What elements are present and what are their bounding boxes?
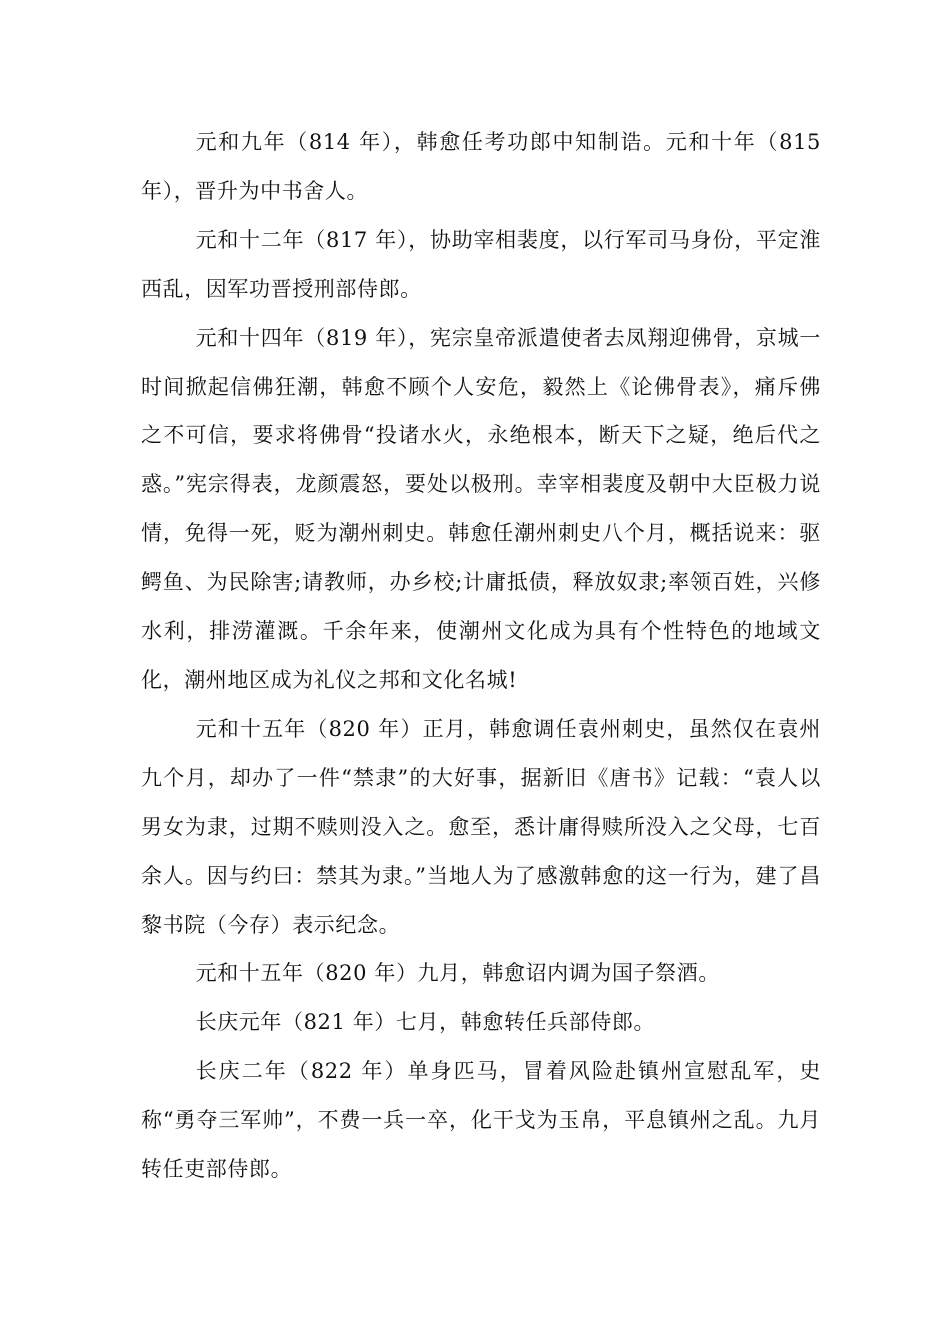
paragraph-line: 长庆二年（822 年）单身匹马，冒着风险赴镇州宣慰乱军，史称: [141, 1059, 821, 1133]
paragraph-line: 概括说来：驱鳄鱼、为民除害;请教师，办乡校;计庸抵债，释放奴隶;: [141, 521, 821, 595]
paragraph-line: 元和九年（814 年），韩愈任考功郎中知制诰。元和十年（815: [195, 130, 821, 154]
paragraph-line: 七百余人。因与约曰：禁其为隶。”当地人为了感激韩愈的这一行为，: [141, 814, 821, 888]
paragraph-line: 元和十四年（819 年），宪宗皇帝派遣使者去凤翔迎佛骨，京城: [195, 325, 800, 350]
paragraph-line: 人以男女为隶，过期不赎则没入之。愈至，悉计庸得赎所没入之父母，: [141, 765, 821, 839]
paragraph-817: [141, 216, 821, 314]
paragraph-line: 淮西乱，因军功晋授刑部侍郎。: [141, 227, 821, 301]
paragraph-line: 元和十五年（820 年）九月，韩愈诏内调为国子祭酒。: [195, 961, 720, 986]
paragraph-line: 性特色的地域文化，潮州地区成为礼仪之邦和文化名城!: [141, 619, 821, 692]
paragraph-line: 长庆元年（821 年）七月，韩愈转任兵部侍郎。: [195, 1010, 656, 1035]
paragraph-line: 年），晋升为中书舍人。: [141, 178, 369, 203]
paragraph-822: [141, 1047, 821, 1194]
paragraph-line: 一时间掀起信佛狂潮，韩愈不顾个人安危，毅然上《论佛骨表》，痛: [141, 325, 821, 399]
document-page: [141, 118, 821, 1194]
paragraph-820-guozijijiu: [141, 949, 821, 998]
paragraph-line: “勇夺三军帅”，不费一兵一卒，化干戈为玉帛，平息镇州之乱。九: [162, 1108, 800, 1133]
paragraph-814: [141, 118, 821, 216]
paragraph-line: 月转任吏部侍郎。: [141, 1108, 821, 1182]
paragraph-line: 元和十五年（820 年）正月，韩愈调任袁州刺史，虽然仅在袁州: [195, 716, 821, 741]
paragraph-line: 建了昌黎书院（今存）表示纪念。: [141, 863, 821, 937]
paragraph-820-yuanzhou: [141, 705, 821, 950]
paragraph-line: 元和十二年（817 年），协助宰相裴度，以行军司马身份，平定: [195, 227, 800, 252]
paragraph-line: 后代之惑。”宪宗得表，龙颜震怒，要处以极刑。幸宰相裴度及朝中: [141, 423, 821, 497]
paragraph-line: 斥佛之不可信，要求将佛骨“投诸水火，永绝根本，断天下之疑，绝: [141, 374, 821, 448]
paragraph-819: [141, 314, 821, 705]
paragraph-line: 九个月，却办了一件“禁隶”的大好事，据新旧《唐书》记载：“袁: [141, 765, 778, 790]
paragraph-line: 大臣极力说情，免得一死，贬为潮州刺史。韩愈任潮州刺史八个月，: [141, 472, 821, 546]
paragraph-line: 率领百姓，兴修水利，排涝灌溉。千余年来，使潮州文化成为具有个: [141, 570, 822, 644]
paragraph-821: [141, 998, 821, 1047]
